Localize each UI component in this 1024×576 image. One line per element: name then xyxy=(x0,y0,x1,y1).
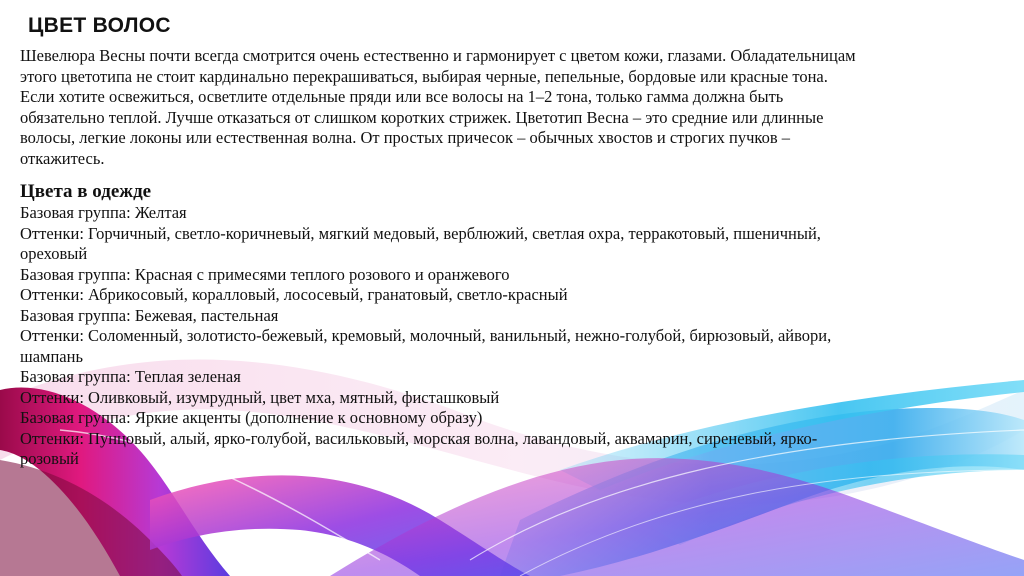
paragraph-line: Шевелюра Весны почти всегда смотрится очень естественно и гармонирует с цветом кожи, глазами. Обладательницам xyxy=(20,46,856,65)
paragraph-line: откажитесь. xyxy=(20,148,105,168)
paragraph-line: этого цветотипа не стоит кардинально перекрашиваться, выбирая черные, пепельные, бордовые или красные тона. xyxy=(20,66,828,86)
list-item: Базовая группа: Яркие акценты (дополнение к основному образу) xyxy=(20,408,483,427)
list-item: Оттенки: Пунцовый, алый, ярко-голубой, васильковый, морская волна, лавандовый, аквамарин, сиреневый, ярко- xyxy=(20,428,818,448)
paragraph-line: Если хотите освежиться, осветлите отдельные пряди или все волосы на 1–2 тона, только гамма должна быть xyxy=(20,87,784,106)
paragraph-line: обязательно теплой. Лучше отказаться от слишком коротких стрижек. Цветотип Весна – это средние или длинные xyxy=(20,107,824,127)
list-item: ореховый xyxy=(20,244,88,263)
list-item: Базовая группа: Теплая зеленая xyxy=(20,367,241,386)
slide-content xyxy=(20,14,1005,470)
list-item: Базовая группа: Бежевая, пастельная xyxy=(20,305,279,325)
list-item: розовый xyxy=(20,449,79,468)
list-item: Оттенки: Оливковый, изумрудный, цвет мха, мятный, фисташковый xyxy=(20,387,500,407)
list-item: Базовая группа: Желтая xyxy=(20,203,187,222)
list-item: шампань xyxy=(20,346,83,366)
list-item: Оттенки: Горчичный, светло-коричневый, мягкий медовый, верблюжий, светлая охра, терракотовый, пшеничный, xyxy=(20,223,821,243)
list-item: Оттенки: Абрикосовый, коралловый, лососевый, гранатовый, светло-красный xyxy=(20,285,568,304)
clothing-color-list xyxy=(20,203,1005,470)
hair-paragraph xyxy=(20,46,1005,169)
slide-title: ЦВЕТ ВОЛОС xyxy=(28,14,171,37)
list-item: Оттенки: Соломенный, золотисто-бежевый, кремовый, молочный, ванильный, нежно-голубой, бирюзовый, айвори, xyxy=(20,326,832,345)
paragraph-line: волосы, легкие локоны или естественная волна. От простых причесок – обычных хвостов и строгих пучков – xyxy=(20,128,791,147)
list-item: Базовая группа: Красная с примесями теплого розового и оранжевого xyxy=(20,264,510,284)
section-heading: Цвета в одежде xyxy=(20,181,152,202)
